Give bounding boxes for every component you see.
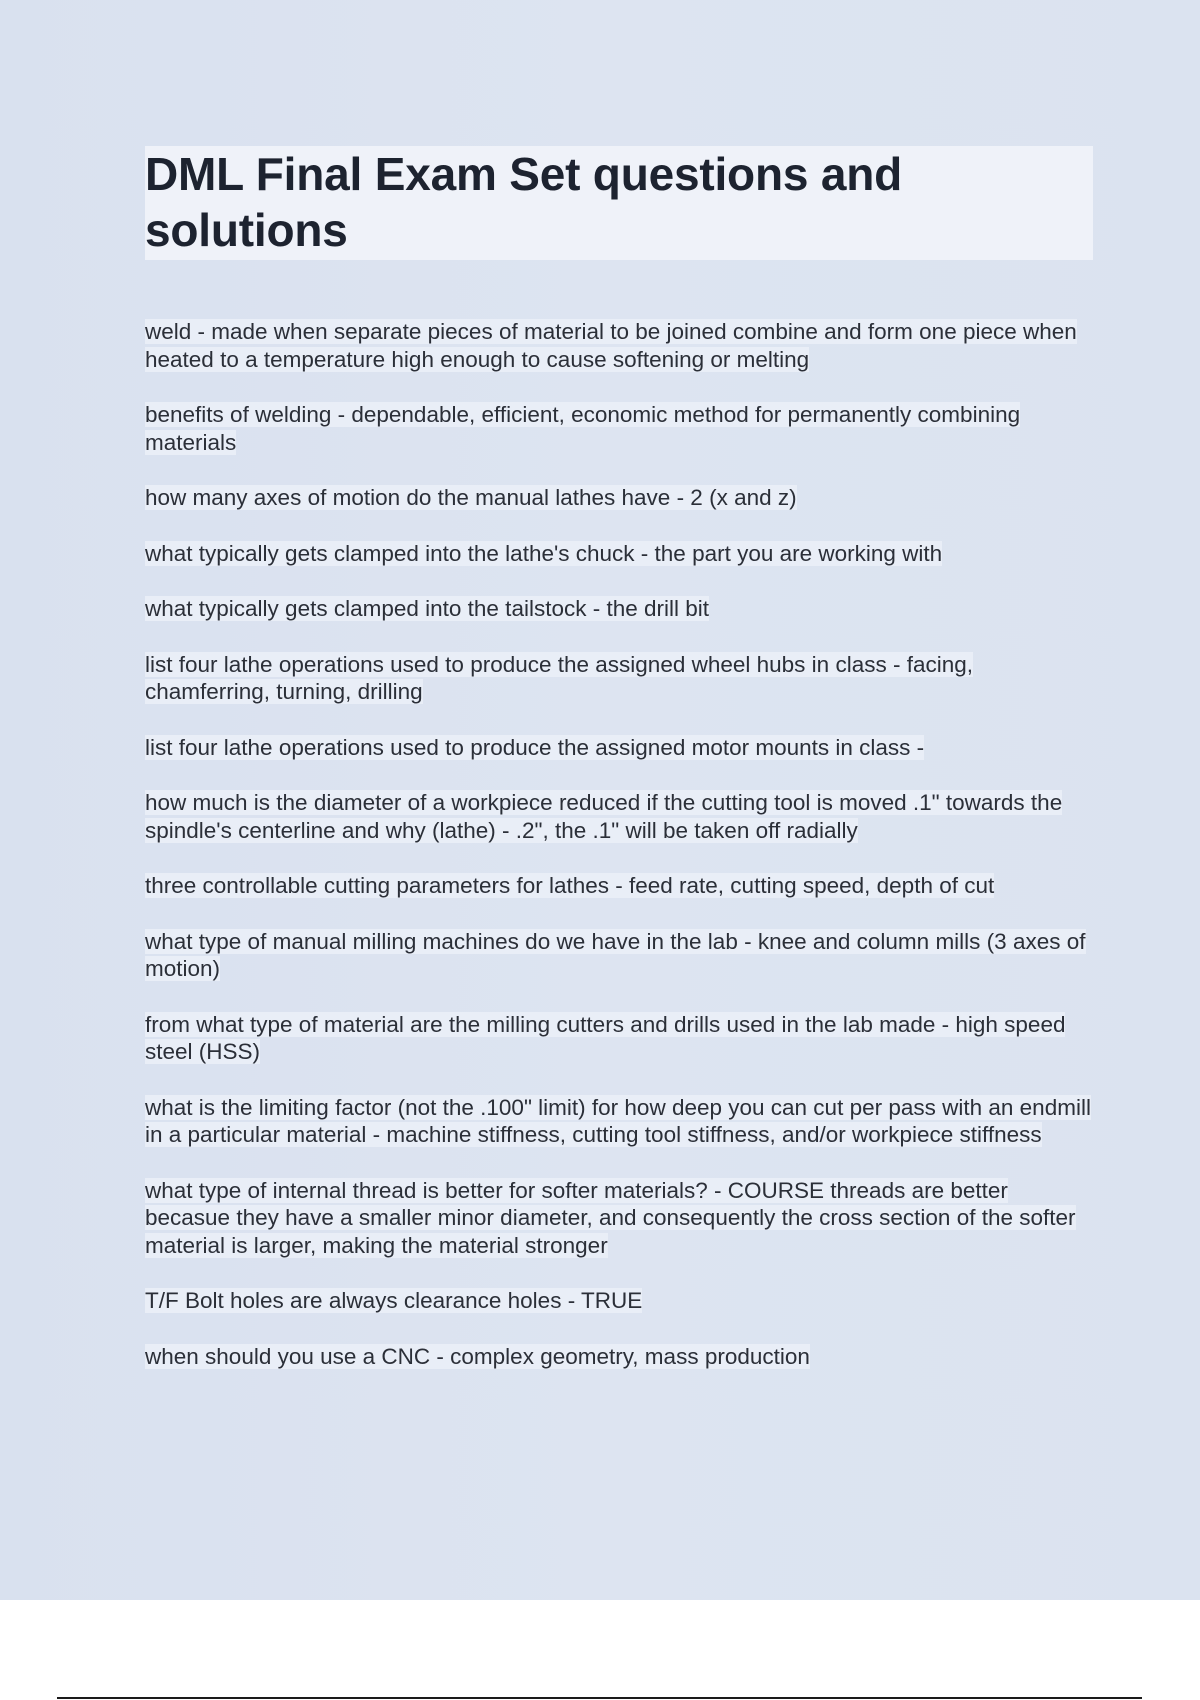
qa-item-text: three controllable cutting parameters for lathes - feed rate, cutting speed, depth of cut: [145, 873, 995, 898]
qa-item-text: what is the limiting factor (not the .100" limit) for how deep you can cut per pass with an endmill in a particular material - machine stiffness, cutting tool stiffness, and/or workpiece stiffness: [145, 1094, 1091, 1147]
qa-item: [145, 651, 1093, 706]
qa-item-text: how many axes of motion do the manual lathes have - 2 (x and z): [145, 485, 797, 510]
qa-item-text: what typically gets clamped into the tailstock - the drill bit: [145, 596, 710, 621]
qa-item-text: benefits of welding - dependable, efficient, economic method for permanently combining materials: [145, 402, 1021, 455]
qa-item-text: what type of internal thread is better for softer materials? - COURSE threads are better becasue they have a smaller minor diameter, and consequently the cross section of the softer material is larger, making the material stronger: [145, 1177, 1076, 1258]
qa-item-text: from what type of material are the milling cutters and drills used in the lab made - high speed steel (HSS): [145, 1011, 1066, 1064]
qa-item-text: T/F Bolt holes are always clearance holes - TRUE: [145, 1288, 643, 1313]
qa-item-text: when should you use a CNC - complex geometry, mass production: [145, 1343, 810, 1369]
qa-item: [145, 595, 1093, 623]
qa-item: [145, 1343, 1093, 1371]
qa-item: [145, 1094, 1093, 1149]
qa-item-text: what typically gets clamped into the lathe's chuck - the part you are working with: [145, 540, 943, 566]
title-box: [145, 146, 1093, 260]
qa-item-text: weld - made when separate pieces of material to be joined combine and form one piece when heated to a temperature high enough to cause softening or melting: [145, 319, 1077, 372]
document-title: DML Final Exam Set questions and solutions: [145, 148, 903, 256]
qa-item-text: list four lathe operations used to produce the assigned wheel hubs in class - facing, chamferring, turning, drilling: [145, 651, 973, 704]
qa-item: [145, 734, 1093, 762]
qa-item-text: list four lathe operations used to produce the assigned motor mounts in class -: [145, 734, 925, 760]
qa-item: [145, 401, 1093, 456]
qa-list: [145, 318, 1093, 1370]
qa-item: [145, 484, 1093, 512]
qa-item: [145, 789, 1093, 844]
qa-item: [145, 1287, 1093, 1315]
footer-divider: [57, 1697, 1142, 1699]
qa-item: [145, 1177, 1093, 1260]
qa-item: [145, 318, 1093, 373]
qa-item: [145, 1011, 1093, 1066]
qa-item-text: what type of manual milling machines do we have in the lab - knee and column mills (3 axes of motion): [145, 928, 1086, 981]
document-content: [145, 146, 1093, 1398]
qa-item: [145, 540, 1093, 568]
qa-item: [145, 928, 1093, 983]
qa-item-text: how much is the diameter of a workpiece reduced if the cutting tool is moved .1" towards the spindle's centerline and why (lathe) - .2", the .1" will be taken off radially: [145, 790, 1063, 843]
qa-item: [145, 872, 1093, 900]
